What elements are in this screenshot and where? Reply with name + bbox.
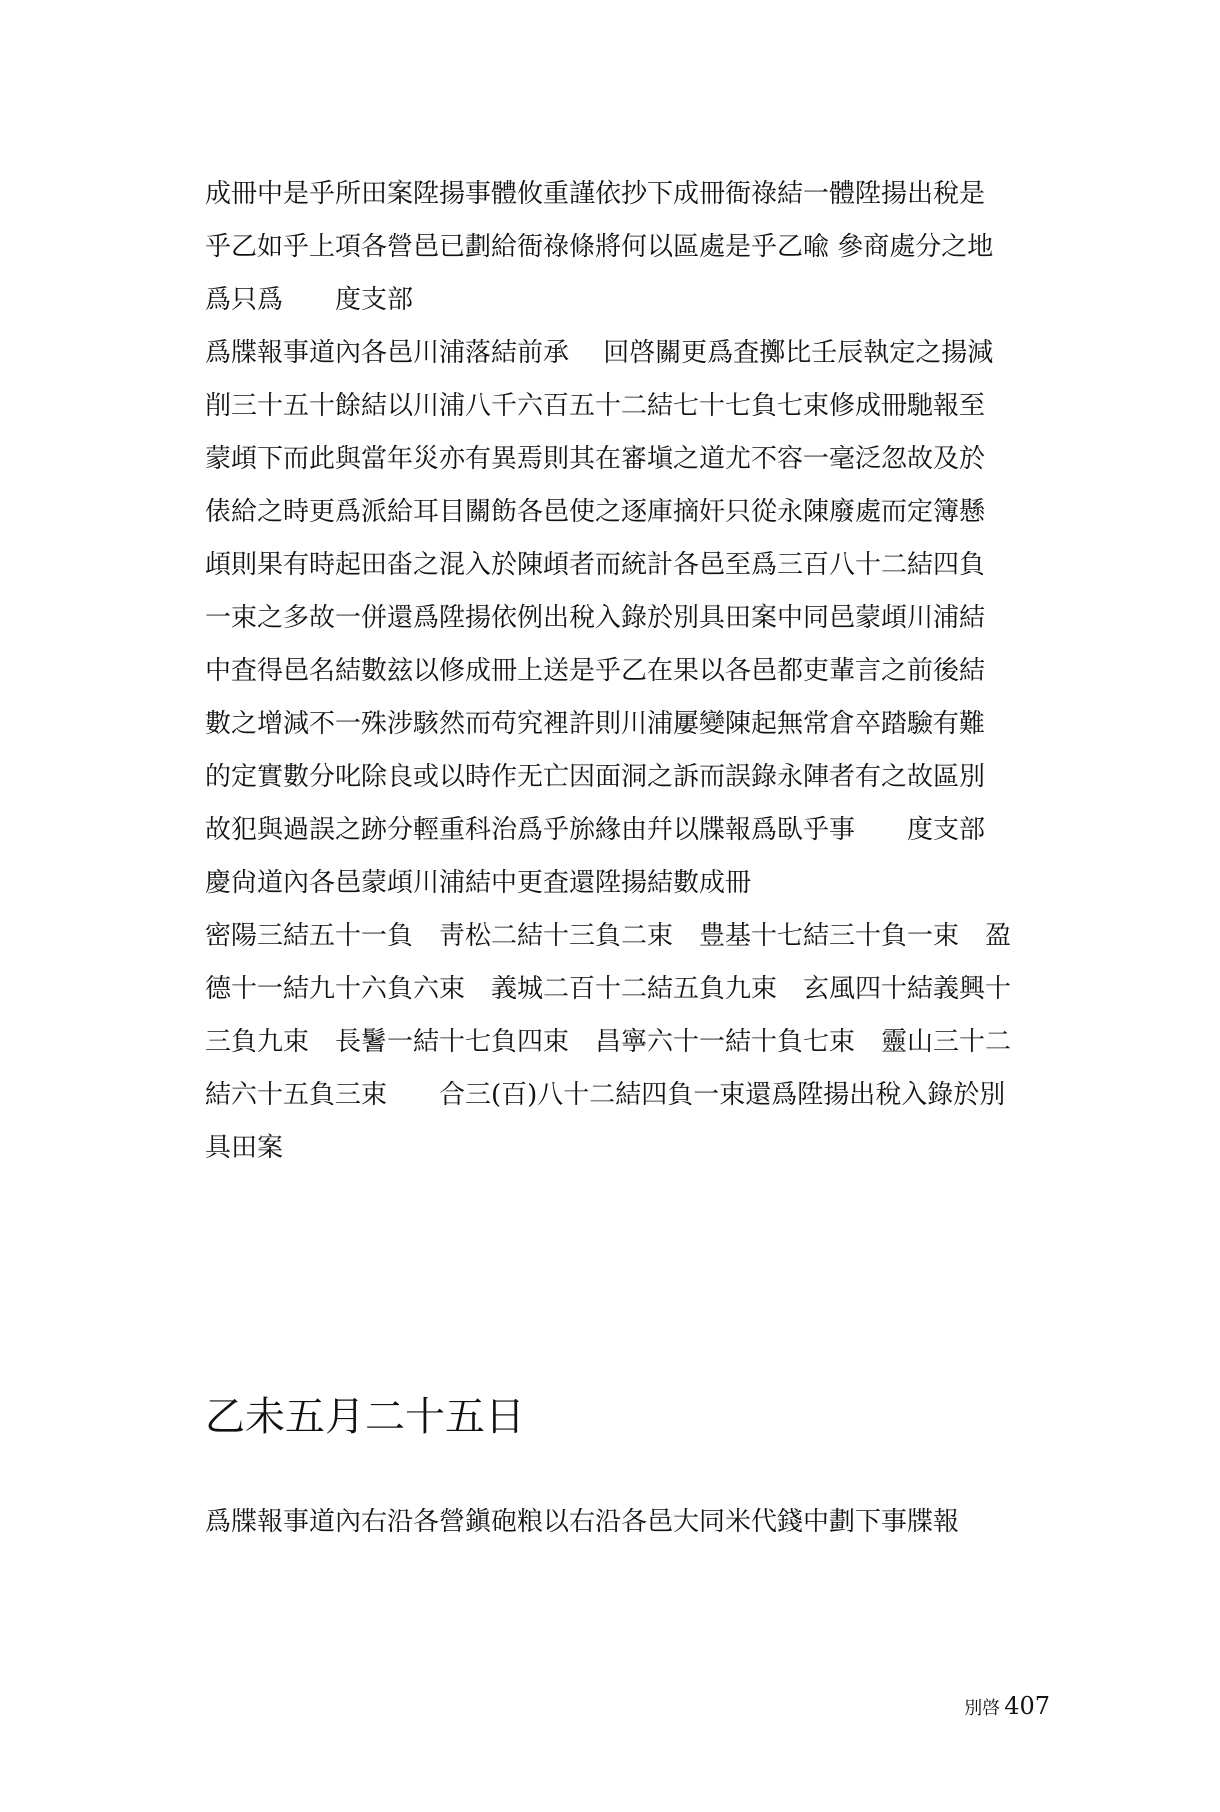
text-line: 頉則果有時起田畓之混入於陳頉者而統計各邑至爲三百八十二結四負 <box>205 550 986 580</box>
text-line-final: 爲牒報事道內右沿各營鎭砲粮以右沿各邑大同米代錢中劃下事牒報 <box>205 1507 960 1537</box>
page-footer <box>950 1692 1050 1720</box>
text-line: 蒙頉下而此與當年災亦有異焉則其在審塡之道尤不容一毫泛忽故及於 <box>205 444 986 474</box>
page-number: 407 <box>1004 1692 1050 1720</box>
text-line: 結六十五負三束 合三(百)八十二結四負一束還爲陞揚出稅入錄於別 <box>205 1080 1006 1110</box>
text-line: 德十一結九十六負六束 義城二百十二結五負九束 玄風四十結義興十 <box>205 974 1012 1004</box>
text-line: 中査得邑名結數玆以修成冊上送是乎乙在果以各邑都吏輩言之前後結 <box>205 656 986 686</box>
text-line: 具田案 <box>205 1133 284 1163</box>
text-line: 爲牒報事道內各邑川浦落結前承 回啓關更爲査擲比壬辰執定之揚減 <box>205 338 994 368</box>
body-text <box>205 168 1055 1175</box>
text-line: 俵給之時更爲派給耳目關飭各邑使之逐庫摘奸只從永陳廢處而定簿懸 <box>205 497 986 527</box>
footer-section-label: 別啓 <box>964 1698 1001 1719</box>
text-line: 的定實數分叱除良或以時作无亡因面洞之訴而誤錄永陣者有之故區別 <box>205 762 986 792</box>
text-line: 慶尙道內各邑蒙頉川浦結中更査還陞揚結數成冊 <box>205 868 752 898</box>
text-line: 成冊中是乎所田案陞揚事體攸重謹依抄下成冊衙祿結一體陞揚出稅是 <box>205 179 986 209</box>
text-line: 三負九束 長鬐一結十七負四束 昌寧六十一結十負七束 靈山三十二 <box>205 1027 1012 1057</box>
date-heading: 乙未五月二十五日 <box>205 1394 525 1440</box>
text-line: 一束之多故一併還爲陞揚依例出稅入錄於別具田案中同邑蒙頉川浦結 <box>205 603 986 633</box>
text-line: 爲只爲 度支部 <box>205 285 414 315</box>
text-line: 乎乙如乎上項各營邑已劃給衙祿條將何以區處是乎乙喩 參商處分之地 <box>205 232 994 262</box>
text-line: 密陽三結五十一負 靑松二結十三負二束 豊基十七結三十負一束 盈 <box>205 921 1012 951</box>
text-line: 故犯與過誤之跡分輕重科治爲乎旀緣由幷以牒報爲臥乎事 度支部 <box>205 815 986 845</box>
text-line: 削三十五十餘結以川浦八千六百五十二結七十七負七束修成冊馳報至 <box>205 391 986 421</box>
text-line: 數之增減不一殊涉駭然而苟究裡許則川浦屢變陳起無常倉卒踏驗有難 <box>205 709 986 739</box>
